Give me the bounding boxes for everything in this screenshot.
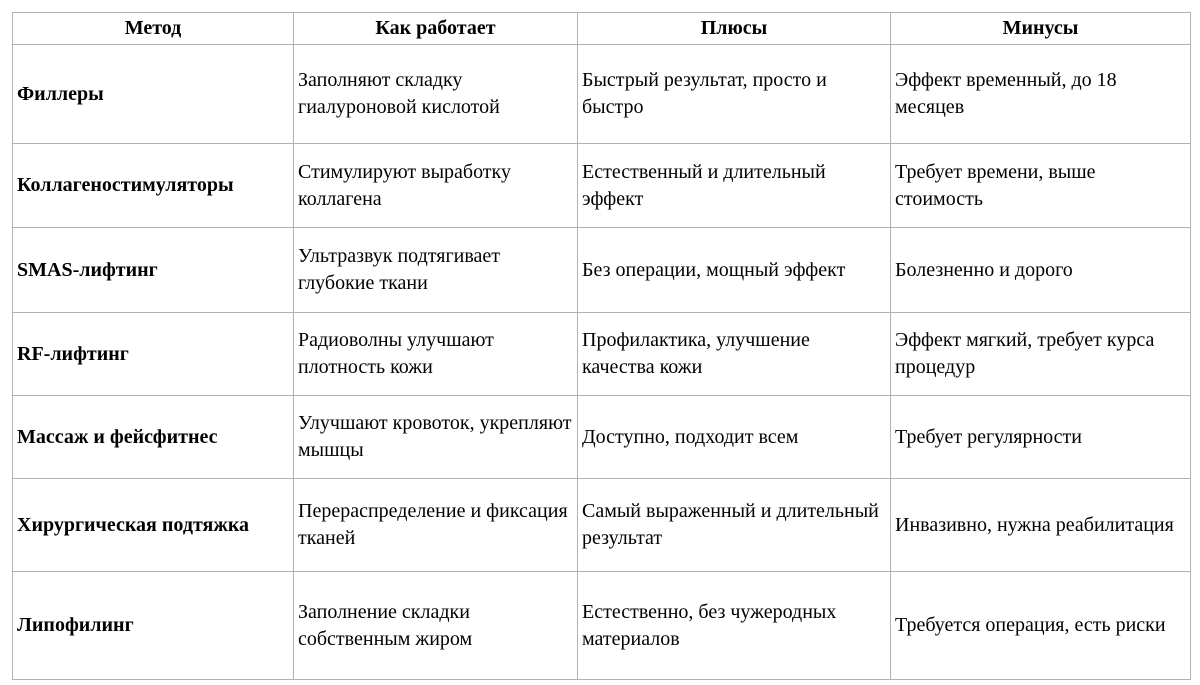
header-method: Метод (13, 13, 294, 45)
cons-cell: Эффект мягкий, требует курса процедур (891, 313, 1191, 396)
header-how: Как работает (294, 13, 578, 45)
table-body (13, 45, 1191, 680)
cons-cell: Требует регулярности (891, 396, 1191, 479)
how-cell: Ультразвук подтягивает глубокие ткани (294, 228, 578, 313)
table-header (13, 13, 1191, 45)
comparison-table (12, 12, 1191, 680)
pros-cell: Естественный и длительный эффект (578, 144, 891, 228)
how-cell: Заполнение складки собственным жиром (294, 572, 578, 680)
pros-cell: Доступно, подходит всем (578, 396, 891, 479)
header-row (13, 13, 1191, 45)
pros-cell: Естественно, без чужеродных материалов (578, 572, 891, 680)
how-cell: Перераспределение и фиксация тканей (294, 479, 578, 572)
how-cell: Стимулируют выработку коллагена (294, 144, 578, 228)
method-cell: Хирургическая подтяжка (13, 479, 294, 572)
cons-cell: Требуется операция, есть риски (891, 572, 1191, 680)
table-row (13, 45, 1191, 144)
table-row (13, 479, 1191, 572)
how-cell: Заполняют складку гиалуроновой кислотой (294, 45, 578, 144)
method-cell: Филлеры (13, 45, 294, 144)
pros-cell: Самый выраженный и длительный результат (578, 479, 891, 572)
table-row (13, 572, 1191, 680)
cons-cell: Болезненно и дорого (891, 228, 1191, 313)
cons-cell: Инвазивно, нужна реабилитация (891, 479, 1191, 572)
table-row (13, 396, 1191, 479)
method-cell: RF-лифтинг (13, 313, 294, 396)
pros-cell: Профилактика, улучшение качества кожи (578, 313, 891, 396)
table-row (13, 228, 1191, 313)
table-row (13, 313, 1191, 396)
how-cell: Улучшают кровоток, укрепляют мышцы (294, 396, 578, 479)
header-cons: Минусы (891, 13, 1191, 45)
table-row (13, 144, 1191, 228)
method-cell: Массаж и фейсфитнес (13, 396, 294, 479)
method-cell: Коллагеностимуляторы (13, 144, 294, 228)
pros-cell: Быстрый результат, просто и быстро (578, 45, 891, 144)
how-cell: Радиоволны улучшают плотность кожи (294, 313, 578, 396)
cons-cell: Эффект временный, до 18 месяцев (891, 45, 1191, 144)
cons-cell: Требует времени, выше стоимость (891, 144, 1191, 228)
method-cell: SMAS-лифтинг (13, 228, 294, 313)
method-cell: Липофилинг (13, 572, 294, 680)
pros-cell: Без операции, мощный эффект (578, 228, 891, 313)
header-pros: Плюсы (578, 13, 891, 45)
